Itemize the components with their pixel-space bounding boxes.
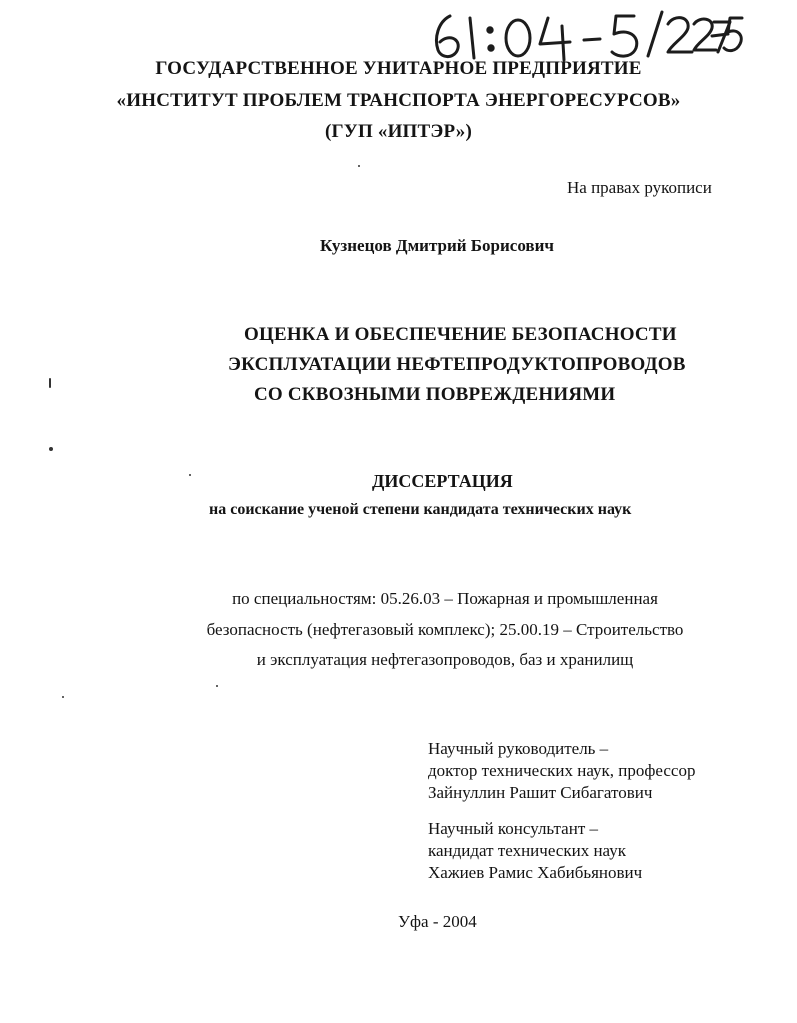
scan-speck [216, 685, 218, 687]
organization-line-2: «ИНСТИТУТ ПРОБЛЕМ ТРАНСПОРТА ЭНЕРГОРЕСУРСОВ» [116, 90, 681, 111]
organization-line-1: ГОСУДАРСТВЕННОЕ УНИТАРНОЕ ПРЕДПРИЯТИЕ [155, 58, 642, 79]
scan-speck [189, 474, 191, 476]
handwritten-archive-number [428, 4, 744, 64]
consultant-block [428, 818, 642, 884]
consultant-role: Научный консультант – [428, 819, 598, 838]
specialty-line-2: безопасность (нефтегазовый комплекс); 25.00.19 – Строительство [206, 620, 684, 639]
organization-line-3: (ГУП «ИПТЭР») [324, 121, 472, 142]
city-year: Уфа - 2004 [398, 912, 477, 931]
supervisor-degree: доктор технических наук, профессор [428, 761, 696, 780]
title-line-2: ЭКСПЛУАТАЦИИ НЕФТЕПРОДУКТОПРОВОДОВ [228, 354, 686, 375]
document-type: ДИССЕРТАЦИЯ [372, 471, 513, 491]
specialty-line-3: и эксплуатация нефтегазопроводов, баз и хранилищ [256, 650, 634, 669]
scan-speck [49, 447, 53, 451]
supervisor-name: Зайнуллин Рашит Сибагатович [428, 783, 653, 802]
consultant-degree: кандидат технических наук [428, 841, 626, 860]
archive-number-drawing [428, 4, 744, 64]
manuscript-note: На правах рукописи [567, 178, 712, 197]
author-name: Кузнецов Дмитрий Борисович [320, 236, 554, 255]
specialty-line-1: по специальностям: 05.26.03 – Пожарная и промышленная [232, 589, 658, 608]
supervisor-block [428, 738, 695, 804]
scan-speck [62, 696, 64, 698]
supervisor-role: Научный руководитель – [428, 739, 609, 758]
consultant-name: Хажиев Рамис Хабибьянович [428, 863, 643, 882]
title-line-3: СО СКВОЗНЫМИ ПОВРЕЖДЕНИЯМИ [254, 384, 616, 405]
degree-line: на соискание ученой степени кандидата технических наук [209, 501, 632, 518]
title-line-1: ОЦЕНКА И ОБЕСПЕЧЕНИЕ БЕЗОПАСНОСТИ [244, 324, 677, 345]
scan-speck [358, 165, 360, 167]
scan-speck [49, 378, 51, 388]
